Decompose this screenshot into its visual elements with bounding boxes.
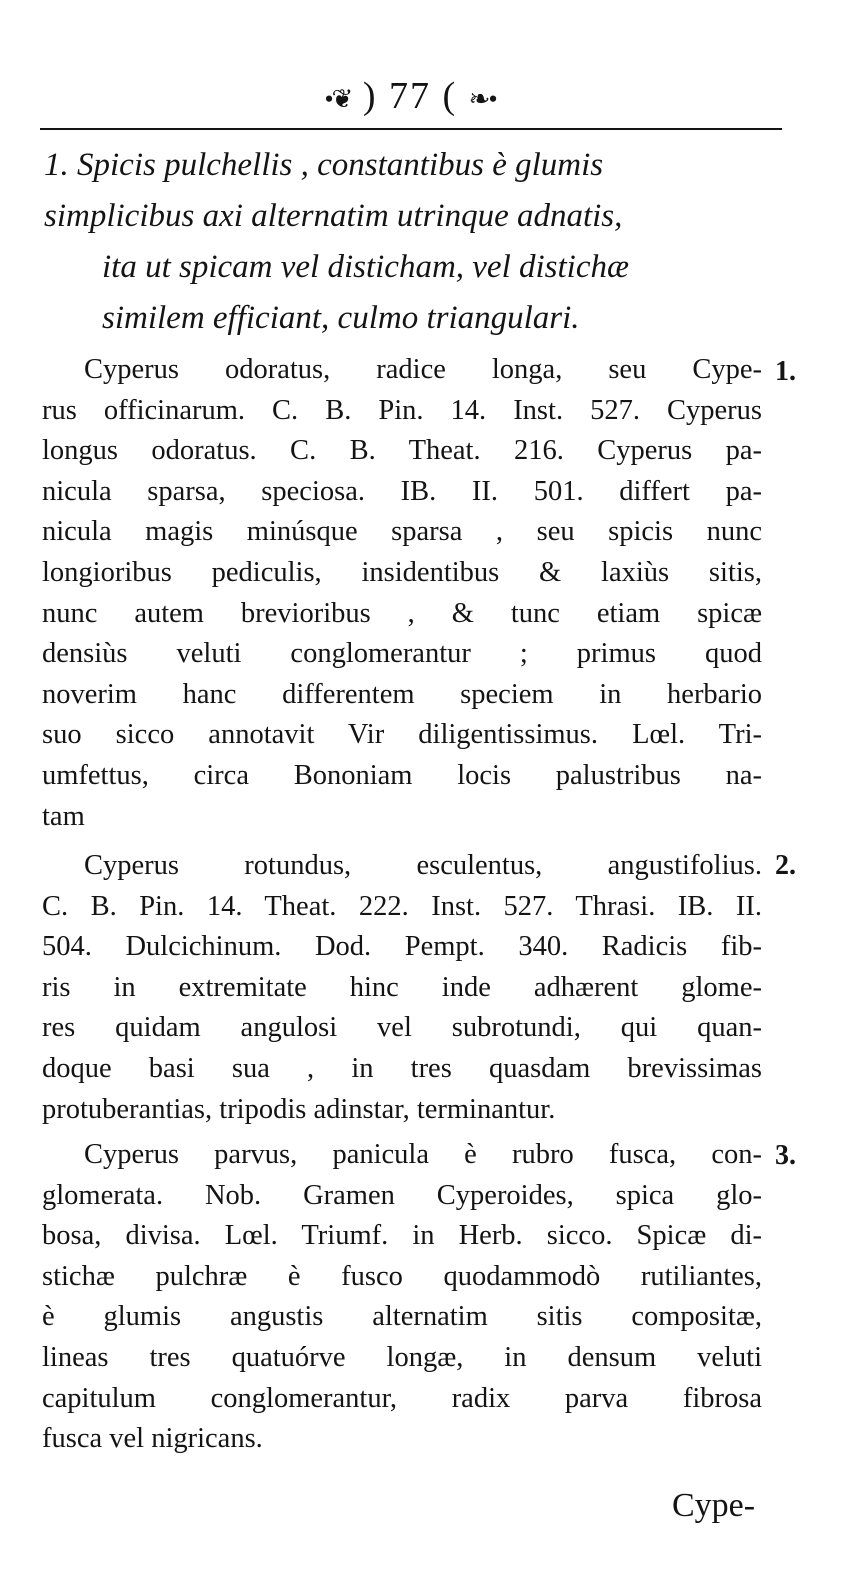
text-line: glomerata. Nob. Gramen Cyperoides, spica glo-: [42, 1179, 762, 1211]
entry-number: 3.: [775, 1140, 796, 1171]
text-line: umfettus, circa Bononiam locis palustribus na-: [42, 759, 762, 791]
catchword: Cype-: [672, 1487, 756, 1524]
text-line: noverim hanc differentem speciem in herbario: [42, 678, 762, 710]
header-rule: [40, 128, 782, 130]
entry-paragraph: [42, 350, 762, 837]
section-heading: [40, 140, 782, 344]
section-heading-line: similem efficiant, culmo triangulari.: [102, 300, 580, 336]
page-number: ) 77 (: [362, 75, 458, 117]
text-line: res quidam angulosi vel subrotundi, qui quan-: [42, 1012, 762, 1044]
section-heading-line: simplicibus axi alternatim utrinque adnatis,: [44, 198, 623, 234]
text-line: densiùs veluti conglomerantur ; primus quod: [42, 638, 762, 670]
text-line: è glumis angustis alternatim sitis compositæ,: [42, 1301, 762, 1333]
text-line: stichæ pulchræ è fusco quodammodò rutiliantes,: [42, 1260, 762, 1292]
text-line: fusca vel nigricans.: [42, 1423, 263, 1455]
text-line: tam: [42, 800, 85, 832]
text-line: Cyperus parvus, panicula è rubro fusca, con-: [84, 1139, 762, 1170]
text-line: Cyperus rotundus, esculentus, angustifolius.: [84, 850, 762, 881]
text-line: rus officinarum. C. B. Pin. 14. Inst. 527. Cyperus: [42, 394, 762, 426]
section-heading-line: ita ut spicam vel disticham, vel distichæ: [102, 249, 630, 285]
text-line: capitulum conglomerantur, radix parva fibrosa: [42, 1382, 762, 1414]
left-ornament: •❦: [324, 84, 352, 114]
text-line: Cyperus odoratus, radice longa, seu Cype-: [84, 354, 762, 385]
text-line: protuberantias, tripodis adinstar, terminantur.: [42, 1093, 556, 1125]
text-line: doque basi sua , in tres quasdam brevissimas: [42, 1052, 762, 1084]
text-line: bosa, divisa. Lœl. Triumf. in Herb. sicco. Spicæ di-: [42, 1220, 762, 1252]
text-line: C. B. Pin. 14. Theat. 222. Inst. 527. Thrasi. IB. II.: [42, 890, 762, 922]
text-line: nunc autem brevioribus , & tunc etiam spicæ: [42, 597, 762, 629]
text-line: longus odoratus. C. B. Theat. 216. Cyperus pa-: [42, 435, 762, 467]
entry-number: 2.: [775, 850, 796, 881]
text-line: longioribus pediculis, insidentibus & laxiùs sitis,: [42, 556, 762, 588]
text-line: suo sicco annotavit Vir diligentissimus. Lœl. Tri-: [42, 719, 762, 751]
text-line: lineas tres quatuórve longæ, in densum veluti: [42, 1341, 762, 1373]
entry-number: 1.: [775, 356, 796, 387]
text-line: nicula sparsa, speciosa. IB. II. 501. differt pa-: [42, 475, 762, 507]
right-ornament: ❧•: [468, 84, 496, 114]
text-line: 504. Dulcichinum. Dod. Pempt. 340. Radicis fib-: [42, 931, 762, 963]
entry-paragraph: [42, 846, 762, 1130]
running-header: [40, 76, 780, 119]
entry-paragraph: [42, 1135, 762, 1460]
text-line: nicula magis minúsque sparsa , seu spicis nunc: [42, 516, 762, 548]
text-line: ris in extremitate hinc inde adhærent glome-: [42, 971, 762, 1003]
section-heading-line: 1. Spicis pulchellis , constantibus è glumis: [44, 147, 604, 183]
